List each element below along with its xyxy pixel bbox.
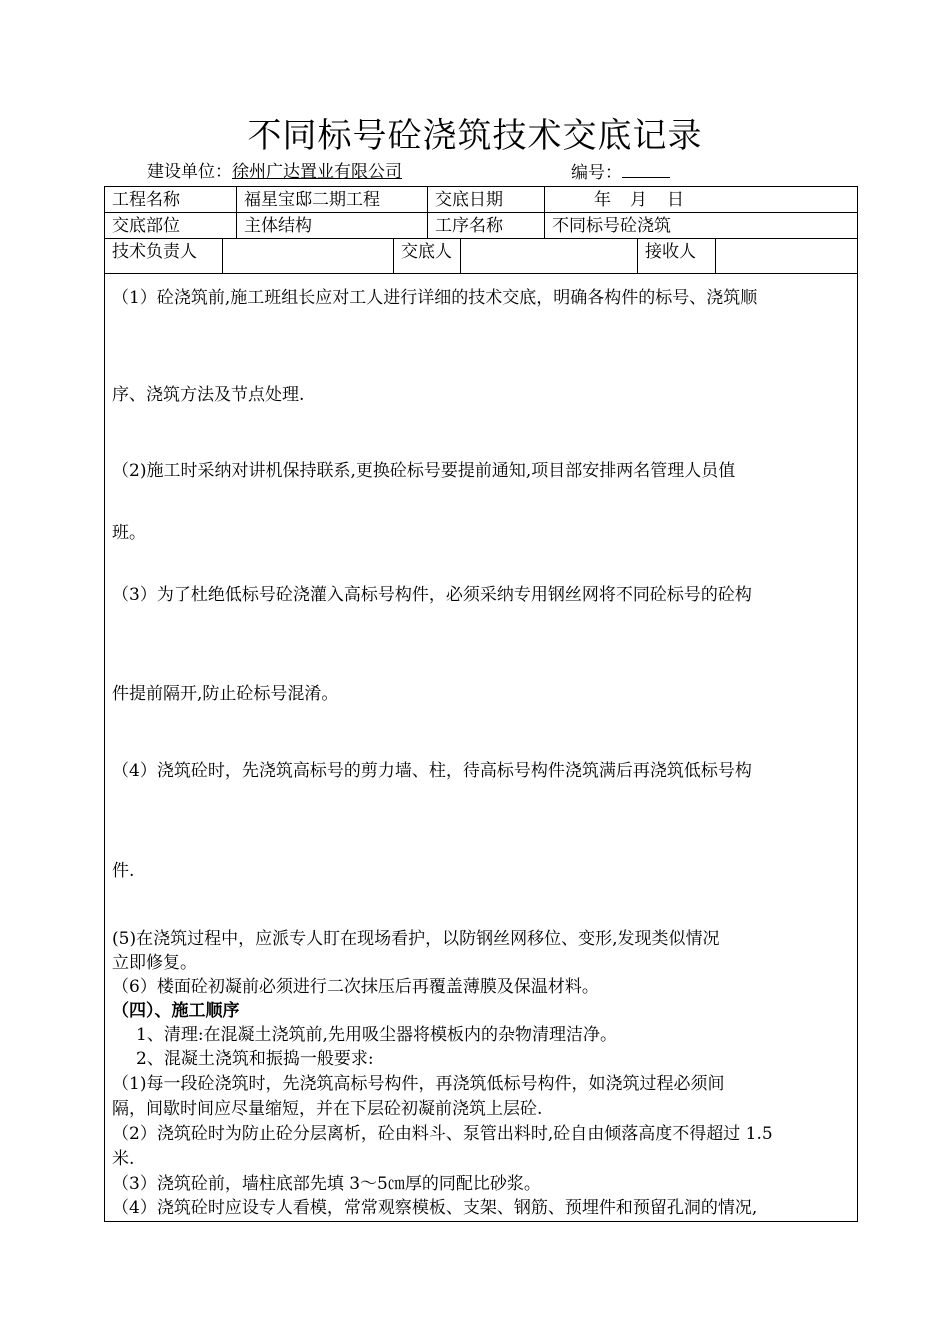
content-paragraph: （2）浇筑砼时为防止砼分层离析，砼由料斗、泵管出料时,砼自由倾落高度不得超过 1.5 <box>112 1124 773 1144</box>
content-paragraph: （4）浇筑砼时应设专人看模，常常观察模板、支架、钢筋、预埋件和预留孔洞的情况, <box>112 1198 758 1218</box>
content-paragraph: 隔，间歇时间应尽量缩短，并在下层砼初凝前浇筑上层砼. <box>112 1099 543 1119</box>
content-paragraph: 序、浇筑方法及节点处理. <box>112 385 305 405</box>
table-divider <box>393 238 394 273</box>
content-paragraph: （1）砼浇筑前,施工班组长应对工人进行详细的技术交底，明确各构件的标号、浇筑顺 <box>112 288 758 308</box>
date-label: 交底日期 <box>435 190 503 210</box>
content-paragraph: （3）为了杜绝低标号砼浇灌入高标号构件，必须采纳专用钢丝网将不同砼标号的砼构 <box>112 585 752 605</box>
table-divider <box>236 186 237 238</box>
content-paragraph: （2)施工时采纳对讲机保持联系,更换砼标号要提前通知,项目部安排两名管理人员值 <box>112 461 736 481</box>
part-value: 主体结构 <box>244 216 312 236</box>
receiver-label: 接收人 <box>645 242 696 262</box>
content-paragraph: 件提前隔开,防止砼标号混淆。 <box>112 684 339 704</box>
content-paragraph: 2、混凝土浇筑和振捣一般要求: <box>136 1049 374 1069</box>
part-label: 交底部位 <box>112 216 180 236</box>
process-label: 工序名称 <box>435 216 503 236</box>
table-divider <box>104 273 858 274</box>
table-divider <box>637 238 638 273</box>
content-paragraph: 1、清理:在混凝土浇筑前,先用吸尘器将模板内的杂物清理洁净。 <box>136 1025 617 1045</box>
content-paragraph: 米. <box>112 1149 135 1169</box>
table-divider <box>715 238 716 273</box>
table-divider <box>104 238 858 239</box>
tech-lead-label: 技术负责人 <box>112 242 197 262</box>
construction-unit-label: 建设单位： <box>147 162 232 182</box>
section-heading: （四）、施工顺序 <box>112 1001 240 1021</box>
content-paragraph: （6）楼面砼初凝前必须进行二次抹压后再覆盖薄膜及保温材料。 <box>112 977 599 997</box>
presenter-label: 交底人 <box>401 242 452 262</box>
record-number <box>571 160 670 185</box>
project-name-label: 工程名称 <box>112 190 180 210</box>
content-paragraph: 班。 <box>112 523 146 543</box>
table-divider <box>460 238 461 273</box>
content-paragraph: 件. <box>112 861 135 881</box>
table-divider <box>104 212 858 213</box>
content-paragraph: （3）浇筑砼前，墙柱底部先填 3～5㎝厚的同配比砂浆。 <box>112 1174 541 1194</box>
construction-unit-value: 徐州广达置业有限公司 <box>232 162 402 182</box>
project-name-value: 福星宝邸二期工程 <box>244 190 380 210</box>
date-month: 月 <box>630 190 647 210</box>
content-paragraph: （4）浇筑砼时，先浇筑高标号的剪力墙、柱，待高标号构件浇筑满后再浇筑低标号构 <box>112 761 752 781</box>
date-year: 年 <box>594 190 611 210</box>
content-paragraph: （1)每一段砼浇筑时，先浇筑高标号构件，再浇筑低标号构件，如浇筑过程必须间 <box>112 1074 725 1094</box>
table-divider <box>544 186 545 238</box>
table-divider <box>222 238 223 273</box>
date-day: 日 <box>667 190 684 210</box>
table-divider <box>427 186 428 238</box>
page-title: 不同标号砼浇筑技术交底记录 <box>247 116 703 156</box>
content-paragraph: (5)在浇筑过程中，应派专人盯在现场看护，以防钢丝网移位、变形,发现类似情况 <box>112 929 720 949</box>
content-paragraph: 立即修复。 <box>112 953 197 973</box>
record-number-label: 编号： <box>571 163 622 183</box>
construction-unit <box>147 160 402 184</box>
process-value: 不同标号砼浇筑 <box>552 216 671 236</box>
record-number-blank <box>622 160 670 178</box>
